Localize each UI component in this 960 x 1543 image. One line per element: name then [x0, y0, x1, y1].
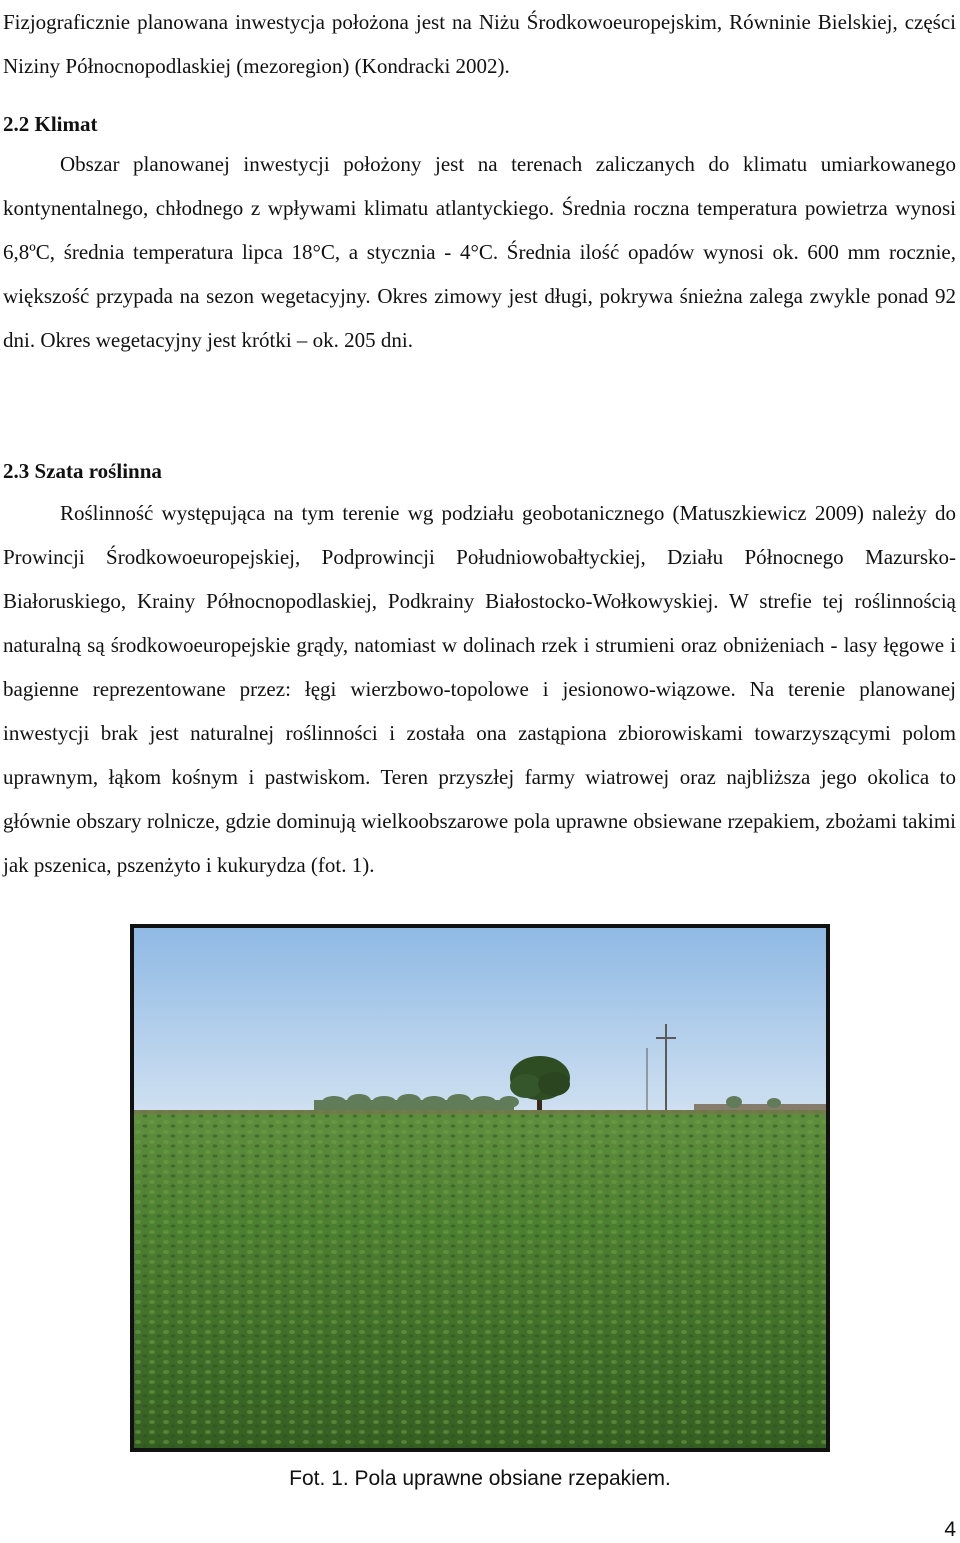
intro-paragraph: Fizjograficznie planowana inwestycja położona jest na Niżu Środkowoeuropejskim, Równinie Bielskiej, części Niziny Północnopodlaskiej (mezoregion) (Kondracki 2002). [3, 10, 956, 78]
page-number: 4 [944, 1518, 956, 1541]
rapeseed-texture [134, 1110, 826, 1448]
field-photo [130, 924, 830, 1452]
vegetation-paragraph: Roślinność występująca na tym terenie wg podziału geobotanicznego (Matuszkiewicz 2009) należy do Prowincji Środkowoeuropejskiej, Podprowincji Południowobałtyckiej, Działu Północnego Mazursko-Białoruskiego, Krainy Północnopodlaskiej, Podkrainy Białostocko-Wołkowyskiej. W strefie tej roślinnością naturalną są środkowoeuropejskie grądy, natomiast w dolinach rzek i strumieni oraz obniżeniach - lasy łęgowe i bagienne reprezentowane przez: łęgi wierzbowo-topolowe i jesionowo-wiązowe. Na terenie planowanej inwestycji brak jest naturalnej roślinności i została ona zastąpiona zbiorowiskami towarzyszącymi polom uprawnym, łąkom kośnym i pastwiskom. Teren przyszłej farmy wiatrowej oraz najbliższa jego okolica to głównie obszary rolnicze, gdzie dominują wielkoobszarowe pola uprawne obsiewane rzepakiem, zbożami takimi jak pszenica, pszenżyto i kukurydza (fot. 1). [3, 501, 956, 877]
field-photo-image [134, 928, 826, 1448]
vegetation-heading: 2.3 Szata roślinna [3, 459, 162, 483]
climate-heading: 2.2 Klimat [3, 112, 98, 136]
photo-caption: Fot. 1. Pola uprawne obsiane rzepakiem. [289, 1467, 671, 1490]
sky [134, 928, 826, 1113]
climate-paragraph: Obszar planowanej inwestycji położony jest na terenach zaliczanych do klimatu umiarkowanego kontynentalnego, chłodnego z wpływami klimatu atlantyckiego. Średnia roczna temperatura powietrza wynosi 6,8ºC, średnia temperatura lipca 18°C, a stycznia - 4°C. Średnia ilość opadów wynosi ok. 600 mm rocznie, większość przypada na sezon wegetacyjny. Okres zimowy jest długi, pokrywa śnieżna zalega zwykle ponad 92 dni. Okres wegetacyjny jest krótki – ok. 205 dni. [3, 152, 956, 352]
